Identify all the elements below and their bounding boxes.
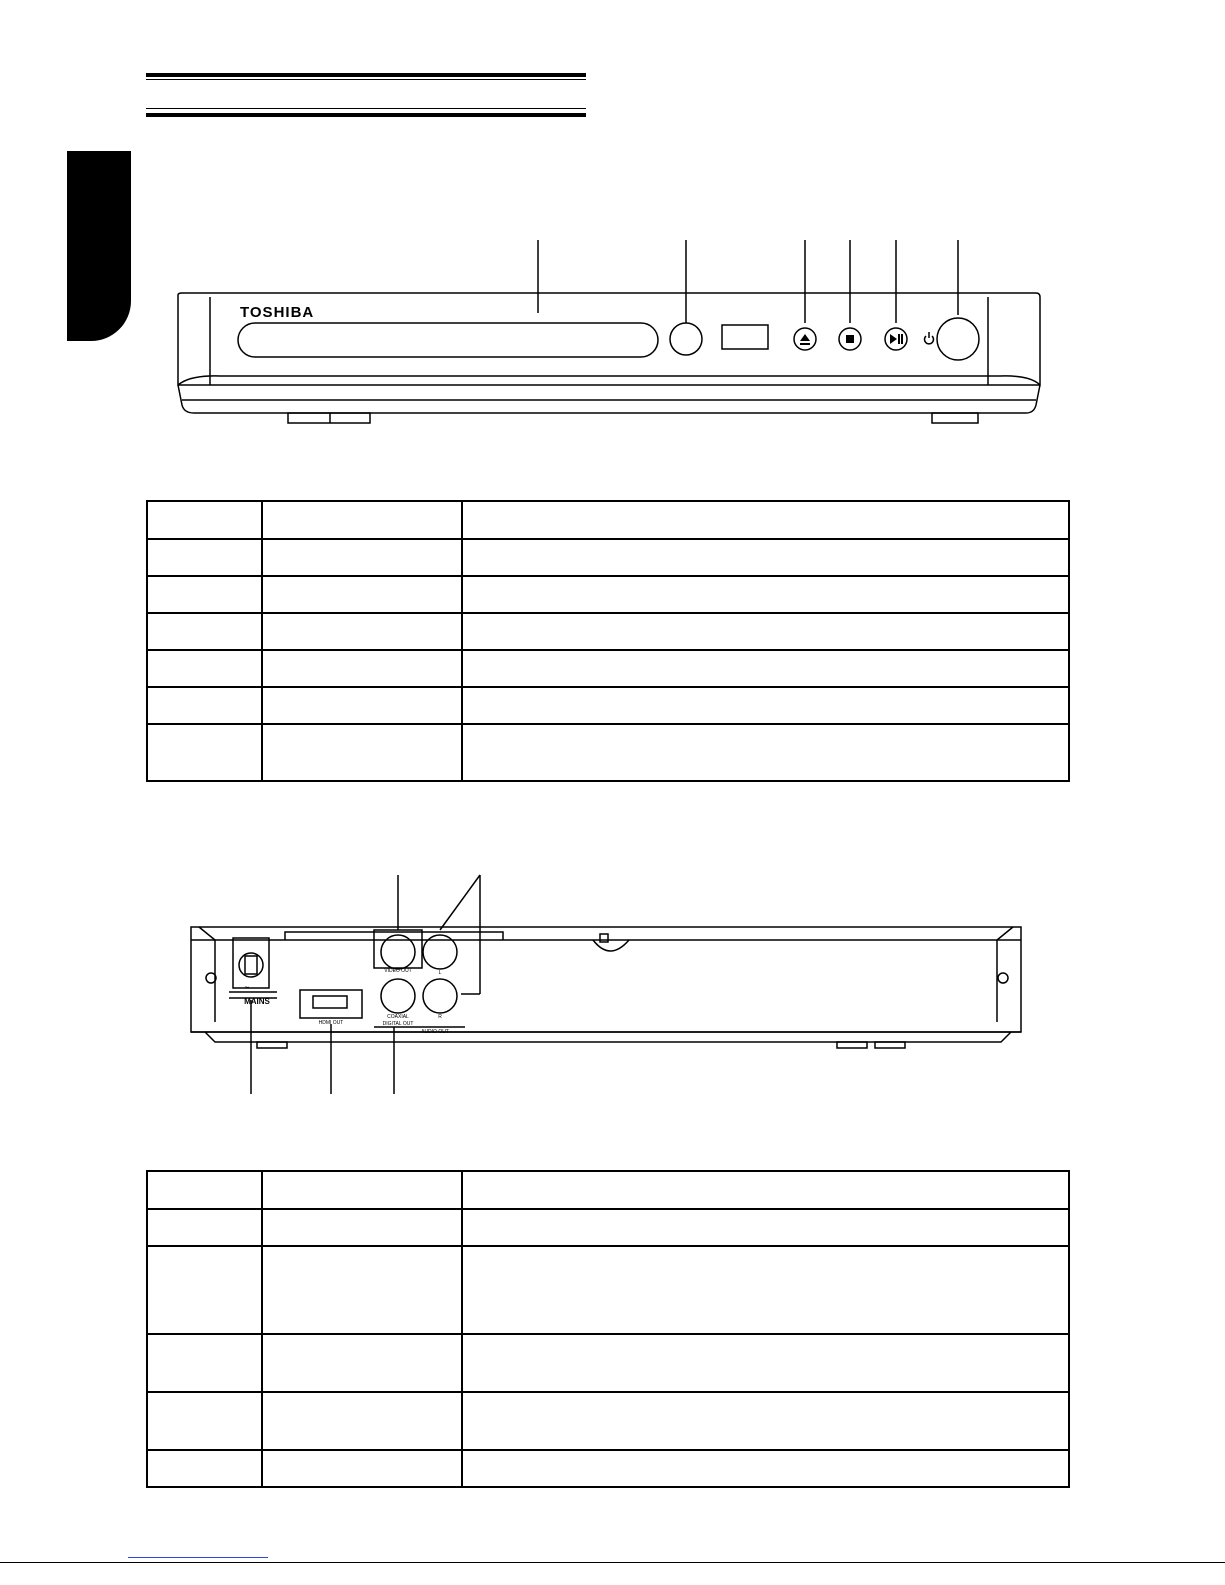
audio-r-label: R xyxy=(438,1014,442,1020)
table-cell xyxy=(262,650,462,687)
table-cell xyxy=(462,501,1069,539)
table-cell xyxy=(262,724,462,781)
table-row xyxy=(147,539,1069,576)
table-row xyxy=(147,1209,1069,1246)
rear-panel-figure xyxy=(185,872,1035,1097)
table-cell xyxy=(262,1246,462,1334)
stop-icon xyxy=(846,335,854,343)
table-row xyxy=(147,576,1069,613)
coaxial-label: COAXIAL xyxy=(387,1014,409,1020)
header-rule-top-thin xyxy=(146,79,586,80)
table-cell xyxy=(262,1209,462,1246)
table-cell xyxy=(262,501,462,539)
table-cell xyxy=(147,687,262,724)
audio-l-label: L xyxy=(438,970,442,976)
table-cell xyxy=(147,1171,262,1209)
brand-logo: TOSHIBA xyxy=(240,304,315,321)
table-cell xyxy=(462,539,1069,576)
table-row xyxy=(147,650,1069,687)
table-cell xyxy=(262,1450,462,1487)
front-panel-figure xyxy=(160,235,1060,435)
table-cell xyxy=(462,1450,1069,1487)
table-cell xyxy=(147,650,262,687)
play-icon xyxy=(890,334,897,344)
table-cell xyxy=(262,687,462,724)
table-cell xyxy=(147,1246,262,1334)
standby-icon xyxy=(925,332,934,344)
callout-line-audio-l xyxy=(440,875,480,930)
digital-out-label: DIGITAL OUT xyxy=(382,1021,414,1027)
table-cell xyxy=(147,539,262,576)
table-row xyxy=(147,613,1069,650)
front-panel-table xyxy=(146,500,1070,782)
rear-panel-table xyxy=(146,1170,1070,1488)
footer-rule xyxy=(0,1562,1225,1563)
table-cell xyxy=(462,1171,1069,1209)
eject-icon xyxy=(800,334,810,341)
table-row xyxy=(147,687,1069,724)
table-cell xyxy=(462,687,1069,724)
table-cell xyxy=(262,613,462,650)
table-cell xyxy=(262,1171,462,1209)
table-cell xyxy=(147,1450,262,1487)
table-cell xyxy=(147,576,262,613)
table-row xyxy=(147,1171,1069,1209)
mains-tilde-label: ~ xyxy=(244,983,250,992)
table-cell xyxy=(147,1392,262,1450)
table-row xyxy=(147,1334,1069,1392)
video-out-label: VIDEO OUT xyxy=(384,968,412,974)
table-cell xyxy=(462,1392,1069,1450)
table-cell xyxy=(462,724,1069,781)
header-rule-top xyxy=(146,73,586,77)
table-cell xyxy=(147,613,262,650)
table-cell xyxy=(147,724,262,781)
mains-label: MAINS xyxy=(244,997,270,1006)
header-rule-bottom xyxy=(146,113,586,117)
table-cell xyxy=(462,613,1069,650)
table-cell xyxy=(262,1392,462,1450)
table-cell xyxy=(462,576,1069,613)
header-rule-bottom-thin xyxy=(146,108,586,109)
hdmi-out-label: HDMI OUT xyxy=(318,1020,344,1026)
table-cell xyxy=(462,1334,1069,1392)
table-cell xyxy=(462,1246,1069,1334)
table-row xyxy=(147,1450,1069,1487)
table-cell xyxy=(147,1334,262,1392)
table-row xyxy=(147,1392,1069,1450)
table-cell xyxy=(262,539,462,576)
table-row xyxy=(147,1246,1069,1334)
table-row xyxy=(147,724,1069,781)
table-cell xyxy=(147,1209,262,1246)
table-row xyxy=(147,501,1069,539)
language-side-tab xyxy=(67,151,131,341)
table-cell xyxy=(262,1334,462,1392)
audio-out-label: AUDIO OUT xyxy=(421,1029,449,1035)
table-cell xyxy=(262,576,462,613)
table-cell xyxy=(462,1209,1069,1246)
table-cell xyxy=(147,501,262,539)
table-cell xyxy=(462,650,1069,687)
footer-link-underline xyxy=(128,1556,268,1558)
